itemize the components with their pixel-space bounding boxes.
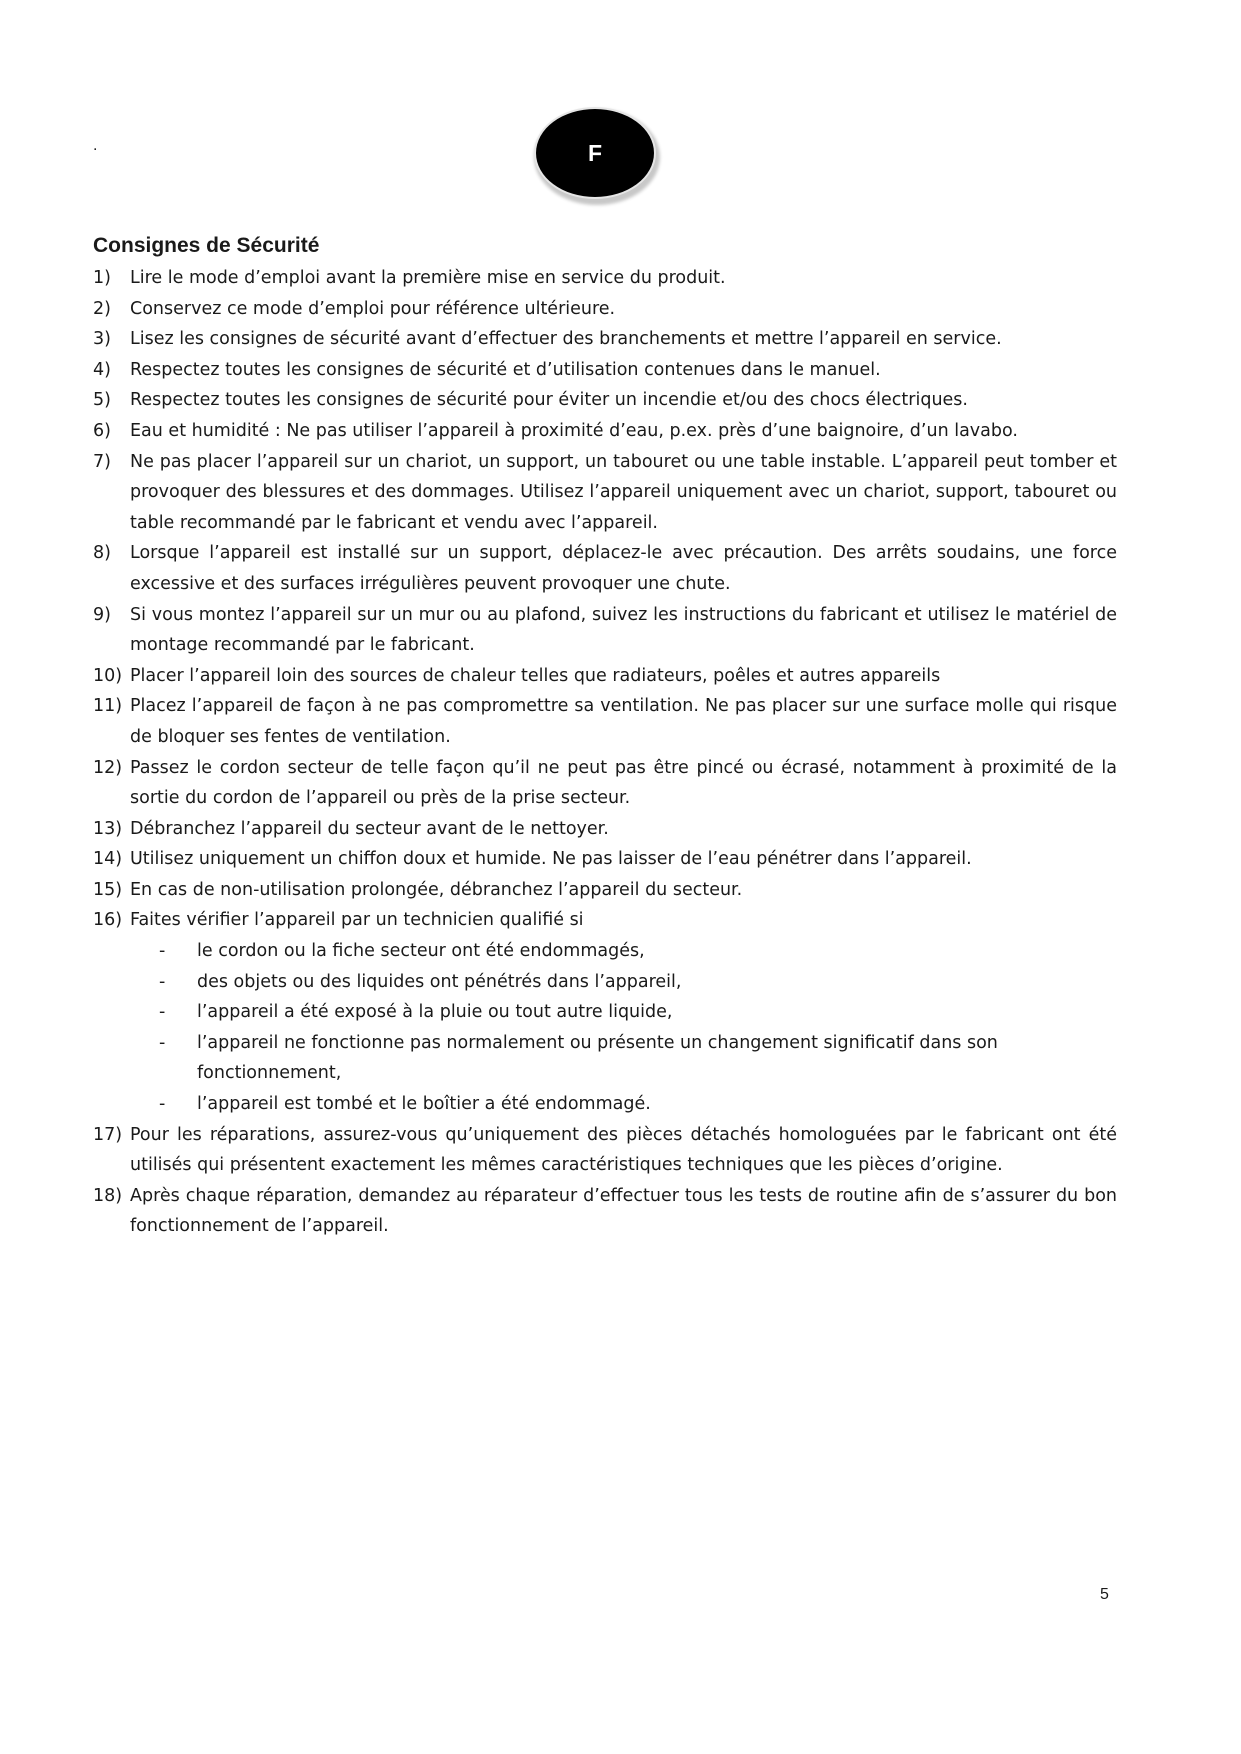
list-item: [93, 324, 1117, 355]
page-number: 5: [1100, 1586, 1109, 1603]
item-number: 9): [93, 604, 111, 625]
list-item: [93, 814, 1117, 845]
list-item: [93, 661, 1117, 692]
item-text: Débranchez l’appareil du secteur avant de le nettoyer.: [130, 818, 609, 839]
item-number: 2): [93, 298, 111, 319]
dash-bullet: -: [159, 1032, 166, 1053]
list-item: [93, 538, 1117, 599]
list-item: [93, 1181, 1117, 1242]
safety-instructions-list: [93, 263, 1117, 1242]
item-text: Pour les réparations, assurez-vous qu’uniquement des pièces détachés homologuées par le fabricant ont été utilisés qui présentent exactement les mêmes caractéristiques techniques que les pièces d’origine.: [130, 1124, 1117, 1176]
sub-list-item: [93, 1089, 1117, 1120]
item-text: Conservez ce mode d’emploi pour référence ultérieure.: [130, 298, 616, 319]
sub-list-item: [93, 1028, 1117, 1089]
list-item: [93, 600, 1117, 661]
item-number: 1): [93, 268, 111, 288]
item-text: Faites vérifier l’appareil par un technicien qualifié si: [130, 910, 584, 931]
list-item: [93, 294, 1117, 325]
list-item: [93, 905, 1117, 936]
item-text: Respectez toutes les consignes de sécurité pour éviter un incendie et/ou des chocs électriques.: [130, 390, 968, 411]
item-number: 17): [93, 1124, 123, 1145]
item-text: Placer l’appareil loin des sources de chaleur telles que radiateurs, poêles et autres appareils: [130, 665, 941, 686]
list-item: [93, 355, 1117, 386]
item-text: Eau et humidité : Ne pas utiliser l’appareil à proximité d’eau, p.ex. près d’une baignoire, d’un lavabo.: [130, 420, 1018, 441]
item-text: Après chaque réparation, demandez au réparateur d’effectuer tous les tests de routine afin de s’assurer du bon fonctionnement de l’appareil.: [130, 1185, 1117, 1237]
list-item: [93, 1120, 1117, 1181]
item16-sub-list: [93, 936, 1117, 1120]
item-text: En cas de non-utilisation prolongée, débranchez l’appareil du secteur.: [130, 879, 743, 900]
list-item: [93, 263, 1117, 294]
item-text: Respectez toutes les consignes de sécurité et d’utilisation contenues dans le manuel.: [130, 359, 881, 380]
item-text: Utilisez uniquement un chiffon doux et humide. Ne pas laisser de l’eau pénétrer dans l’appareil.: [130, 849, 972, 870]
item-number: 3): [93, 329, 111, 350]
item-text: Lorsque l’appareil est installé sur un support, déplacez-le avec précaution. Des arrêts soudains, une force excessive et des surfaces irrégulières peuvent provoquer une chute.: [130, 543, 1117, 594]
item-number: 8): [93, 543, 111, 564]
item-text: Lisez les consignes de sécurité avant d’effectuer des branchements et mettre l’appareil en service.: [130, 329, 1002, 350]
item-number: 10): [93, 665, 123, 686]
sub-item-text: l’appareil ne fonctionne pas normalement ou présente un changement significatif dans son fonctionnement,: [197, 1032, 998, 1084]
list-item: [93, 753, 1117, 814]
sub-list-item: [93, 936, 1117, 967]
item-number: 6): [93, 420, 111, 441]
item-text: Placez l’appareil de façon à ne pas compromettre sa ventilation. Ne pas placer sur une surface molle qui risque de bloquer ses fentes de ventilation.: [130, 696, 1117, 747]
item-text: Passez le cordon secteur de telle façon qu’il ne peut pas être pincé ou écrasé, notamment à proximité de la sortie du cordon de l’appareil ou près de la prise secteur.: [130, 757, 1117, 809]
item-text: Si vous montez l’appareil sur un mur ou au plafond, suivez les instructions du fabricant et utilisez le matériel de montage recommandé par le fabricant.: [130, 604, 1117, 656]
item-number: 4): [93, 359, 111, 380]
list-item: [93, 844, 1117, 875]
list-item: [93, 691, 1117, 752]
dash-bullet: -: [159, 941, 166, 962]
item-number: 7): [93, 451, 111, 472]
item-text: Ne pas placer l’appareil sur un chariot, un support, un tabouret ou une table instable. L’appareil peut tomber et provoquer des blessures et des dommages. Utilisez l’appareil uniquement avec un chariot, support, tabouret ou table recommandé par le fabricant et vendu avec l’appareil.: [130, 451, 1117, 533]
list-item: [93, 447, 1117, 539]
header-dot: .: [93, 137, 98, 154]
dash-bullet: -: [159, 1002, 166, 1023]
item-number: 14): [93, 849, 123, 870]
item-number: 18): [93, 1185, 123, 1206]
item-number: 12): [93, 757, 123, 778]
dash-bullet: -: [159, 971, 166, 992]
sub-list-item: [93, 997, 1117, 1028]
dash-bullet: -: [159, 1094, 166, 1115]
page-title: Consignes de Sécurité: [93, 234, 320, 257]
sub-item-text: l’appareil est tombé et le boîtier a été endommagé.: [197, 1094, 651, 1115]
list-item: [93, 385, 1117, 416]
sub-item-text: le cordon ou la fiche secteur ont été endommagés,: [197, 941, 645, 962]
language-badge: F: [534, 107, 656, 199]
sub-item-text: l’appareil a été exposé à la pluie ou tout autre liquide,: [197, 1002, 673, 1023]
sub-list-item: [93, 967, 1117, 998]
item-number: 11): [93, 696, 123, 717]
list-item: [93, 875, 1117, 906]
sub-list-container: [93, 936, 1117, 1120]
sub-item-text: des objets ou des liquides ont pénétrés dans l’appareil,: [197, 971, 682, 992]
item-text: Lire le mode d’emploi avant la première mise en service du produit.: [130, 268, 726, 288]
item-number: 5): [93, 390, 111, 411]
list-item: [93, 416, 1117, 447]
item-number: 15): [93, 879, 123, 900]
item-number: 16): [93, 910, 123, 931]
item-number: 13): [93, 818, 123, 839]
